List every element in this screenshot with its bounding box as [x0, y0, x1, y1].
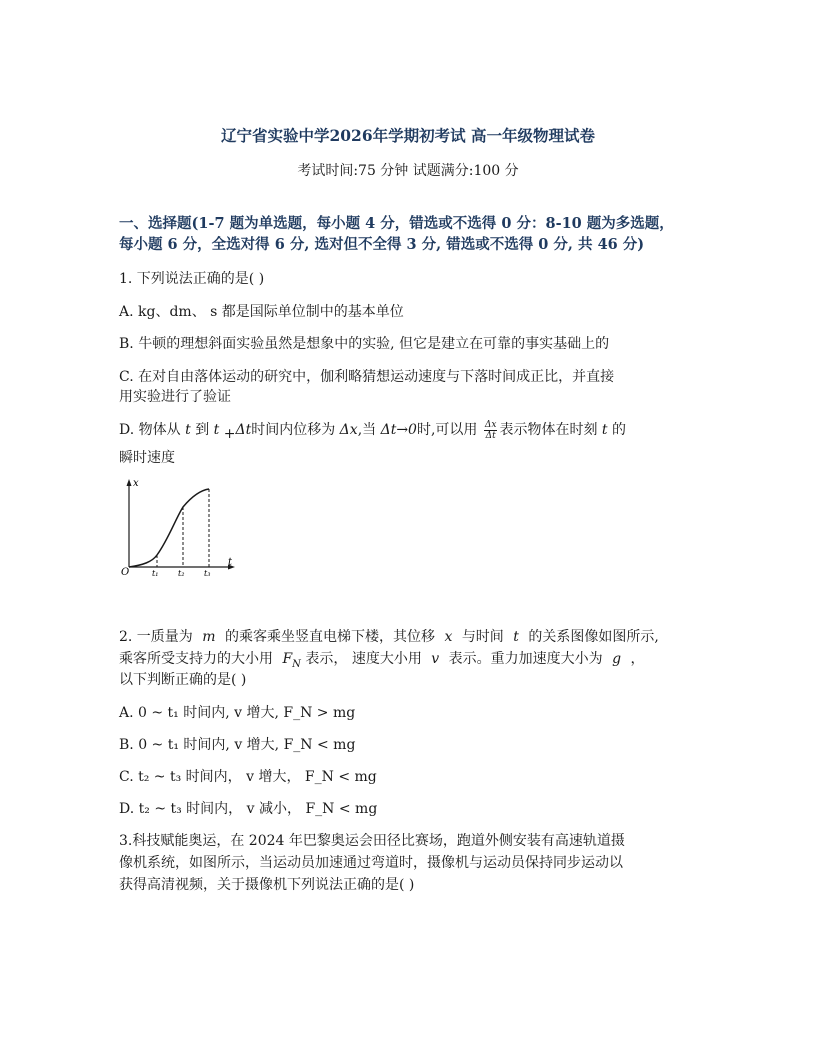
y-axis-arrow [127, 479, 132, 486]
q1-d-var: t [213, 422, 220, 438]
q1-option-c-line2: 用实验进行了验证 [119, 389, 231, 405]
origin-label: O [121, 567, 130, 578]
q1-d-text: D. 物体从 [119, 422, 181, 438]
q1-option-d-line1 [119, 419, 626, 441]
q1-d-var: Δt→0 [380, 422, 417, 438]
y-axis-label: x [133, 478, 139, 489]
q1-d-text: 的 [612, 422, 626, 438]
q1-d-var: Δt [235, 422, 252, 438]
tick-t2: t₂ [178, 569, 185, 578]
q2-text: 表示， 速度大小用 [305, 651, 422, 667]
q1-option-c-line1: C. 在对自由落体运动的研究中，伽利略猜想运动速度与下落时间成正比，并直接 [119, 369, 615, 385]
q1-option-d-line2: 瞬时速度 [119, 450, 175, 466]
q2-var-x: x [444, 629, 453, 645]
xt-graph [118, 476, 242, 580]
exam-info: 考试时间:75 分钟 试题满分:100 分 [297, 163, 519, 179]
q3-stem-line2: 像机系统，如图所示，当运动员加速通过弯道时，摄像机与运动员保持同步运动以 [119, 855, 623, 871]
q1-d-text: ,当 [357, 422, 377, 438]
q2-text: 2. 一质量为 [119, 629, 193, 645]
q2-option-c: C. t₂ ~ t₃ 时间内， v 增大， F_N < mg [119, 769, 377, 785]
q1-option-b: B. 牛顿的理想斜面实验虽然是想象中的实验, 但它是建立在可靠的事实基础上的 [119, 336, 610, 352]
q1-d-text: 时间内位移为 [251, 422, 336, 438]
q2-var-g: g [612, 651, 622, 667]
q1-d-text: 到 [195, 422, 210, 438]
q2-text: ， [630, 651, 645, 667]
page-title: 辽宁省实验中学2026年学期初考试 高一年级物理试卷 [220, 126, 596, 145]
q2-var-t: t [513, 629, 519, 645]
q2-stem-line2 [119, 648, 645, 670]
q1-d-var: t [185, 422, 191, 438]
q1-d-text: 时,可以用 [416, 422, 478, 438]
tick-t3: t₃ [204, 569, 211, 578]
q2-option-a: A. 0 ~ t₁ 时间内, v 增大, F_N > mg [119, 705, 356, 721]
q1-d-plus: + [223, 426, 236, 442]
q1-d-var: t [601, 422, 608, 438]
q2-option-b: B. 0 ~ t₁ 时间内, v 增大, F_N < mg [119, 737, 356, 753]
q2-var-f: F [282, 651, 293, 667]
q2-stem-line1 [119, 626, 659, 646]
xt-curve [129, 489, 209, 567]
q3-stem-line1: 3.科技赋能奥运，在 2024 年巴黎奥运会田径比赛场，跑道外侧安装有高速轨道摄 [119, 833, 625, 849]
q3-stem-line3: 获得高清视频，关于摄像机下列说法正确的是( ) [119, 877, 415, 893]
q2-text: 的乘客乘坐竖直电梯下楼，其位移 [225, 629, 435, 645]
q2-var-v: v [431, 651, 440, 667]
q2-text: 乘客所受支持力的大小用 [119, 651, 273, 667]
q1-d-text: 表示物体在时刻 [499, 422, 598, 438]
section-heading-line2: 每小题 6 分，全选对得 6 分, 选对但不全得 3 分, 错选或不选得 0 分, 共 46 分) [119, 236, 645, 253]
q1-stem: 1. 下列说法正确的是( ) [119, 271, 265, 287]
q1-d-fraction: $\frac{\Delta x}{\Delta t}$ [484, 419, 497, 441]
x-axis-label: t [228, 557, 233, 568]
q2-stem-line3: 以下判断正确的是( ) [119, 672, 247, 688]
q2-option-d: D. t₂ ~ t₃ 时间内， v 减小， F_N < mg [119, 801, 378, 817]
q2-text: 的关系图像如图所示, [528, 629, 659, 645]
q1-d-var: Δx [339, 422, 358, 438]
q2-var-m: m [202, 629, 216, 645]
q2-text: 表示。重力加速度大小为 [448, 651, 603, 667]
section-heading-line1: 一、选择题(1-7 题为单选题，每小题 4 分，错选或不选得 0 分：8-10 题为多选题， [119, 215, 674, 232]
tick-t1: t₁ [152, 569, 159, 578]
q2-text: 与时间 [461, 629, 504, 645]
q1-option-a: A. kg、dm、 s 都是国际单位制中的基本单位 [119, 304, 404, 320]
q2-var-n: N [292, 658, 301, 670]
